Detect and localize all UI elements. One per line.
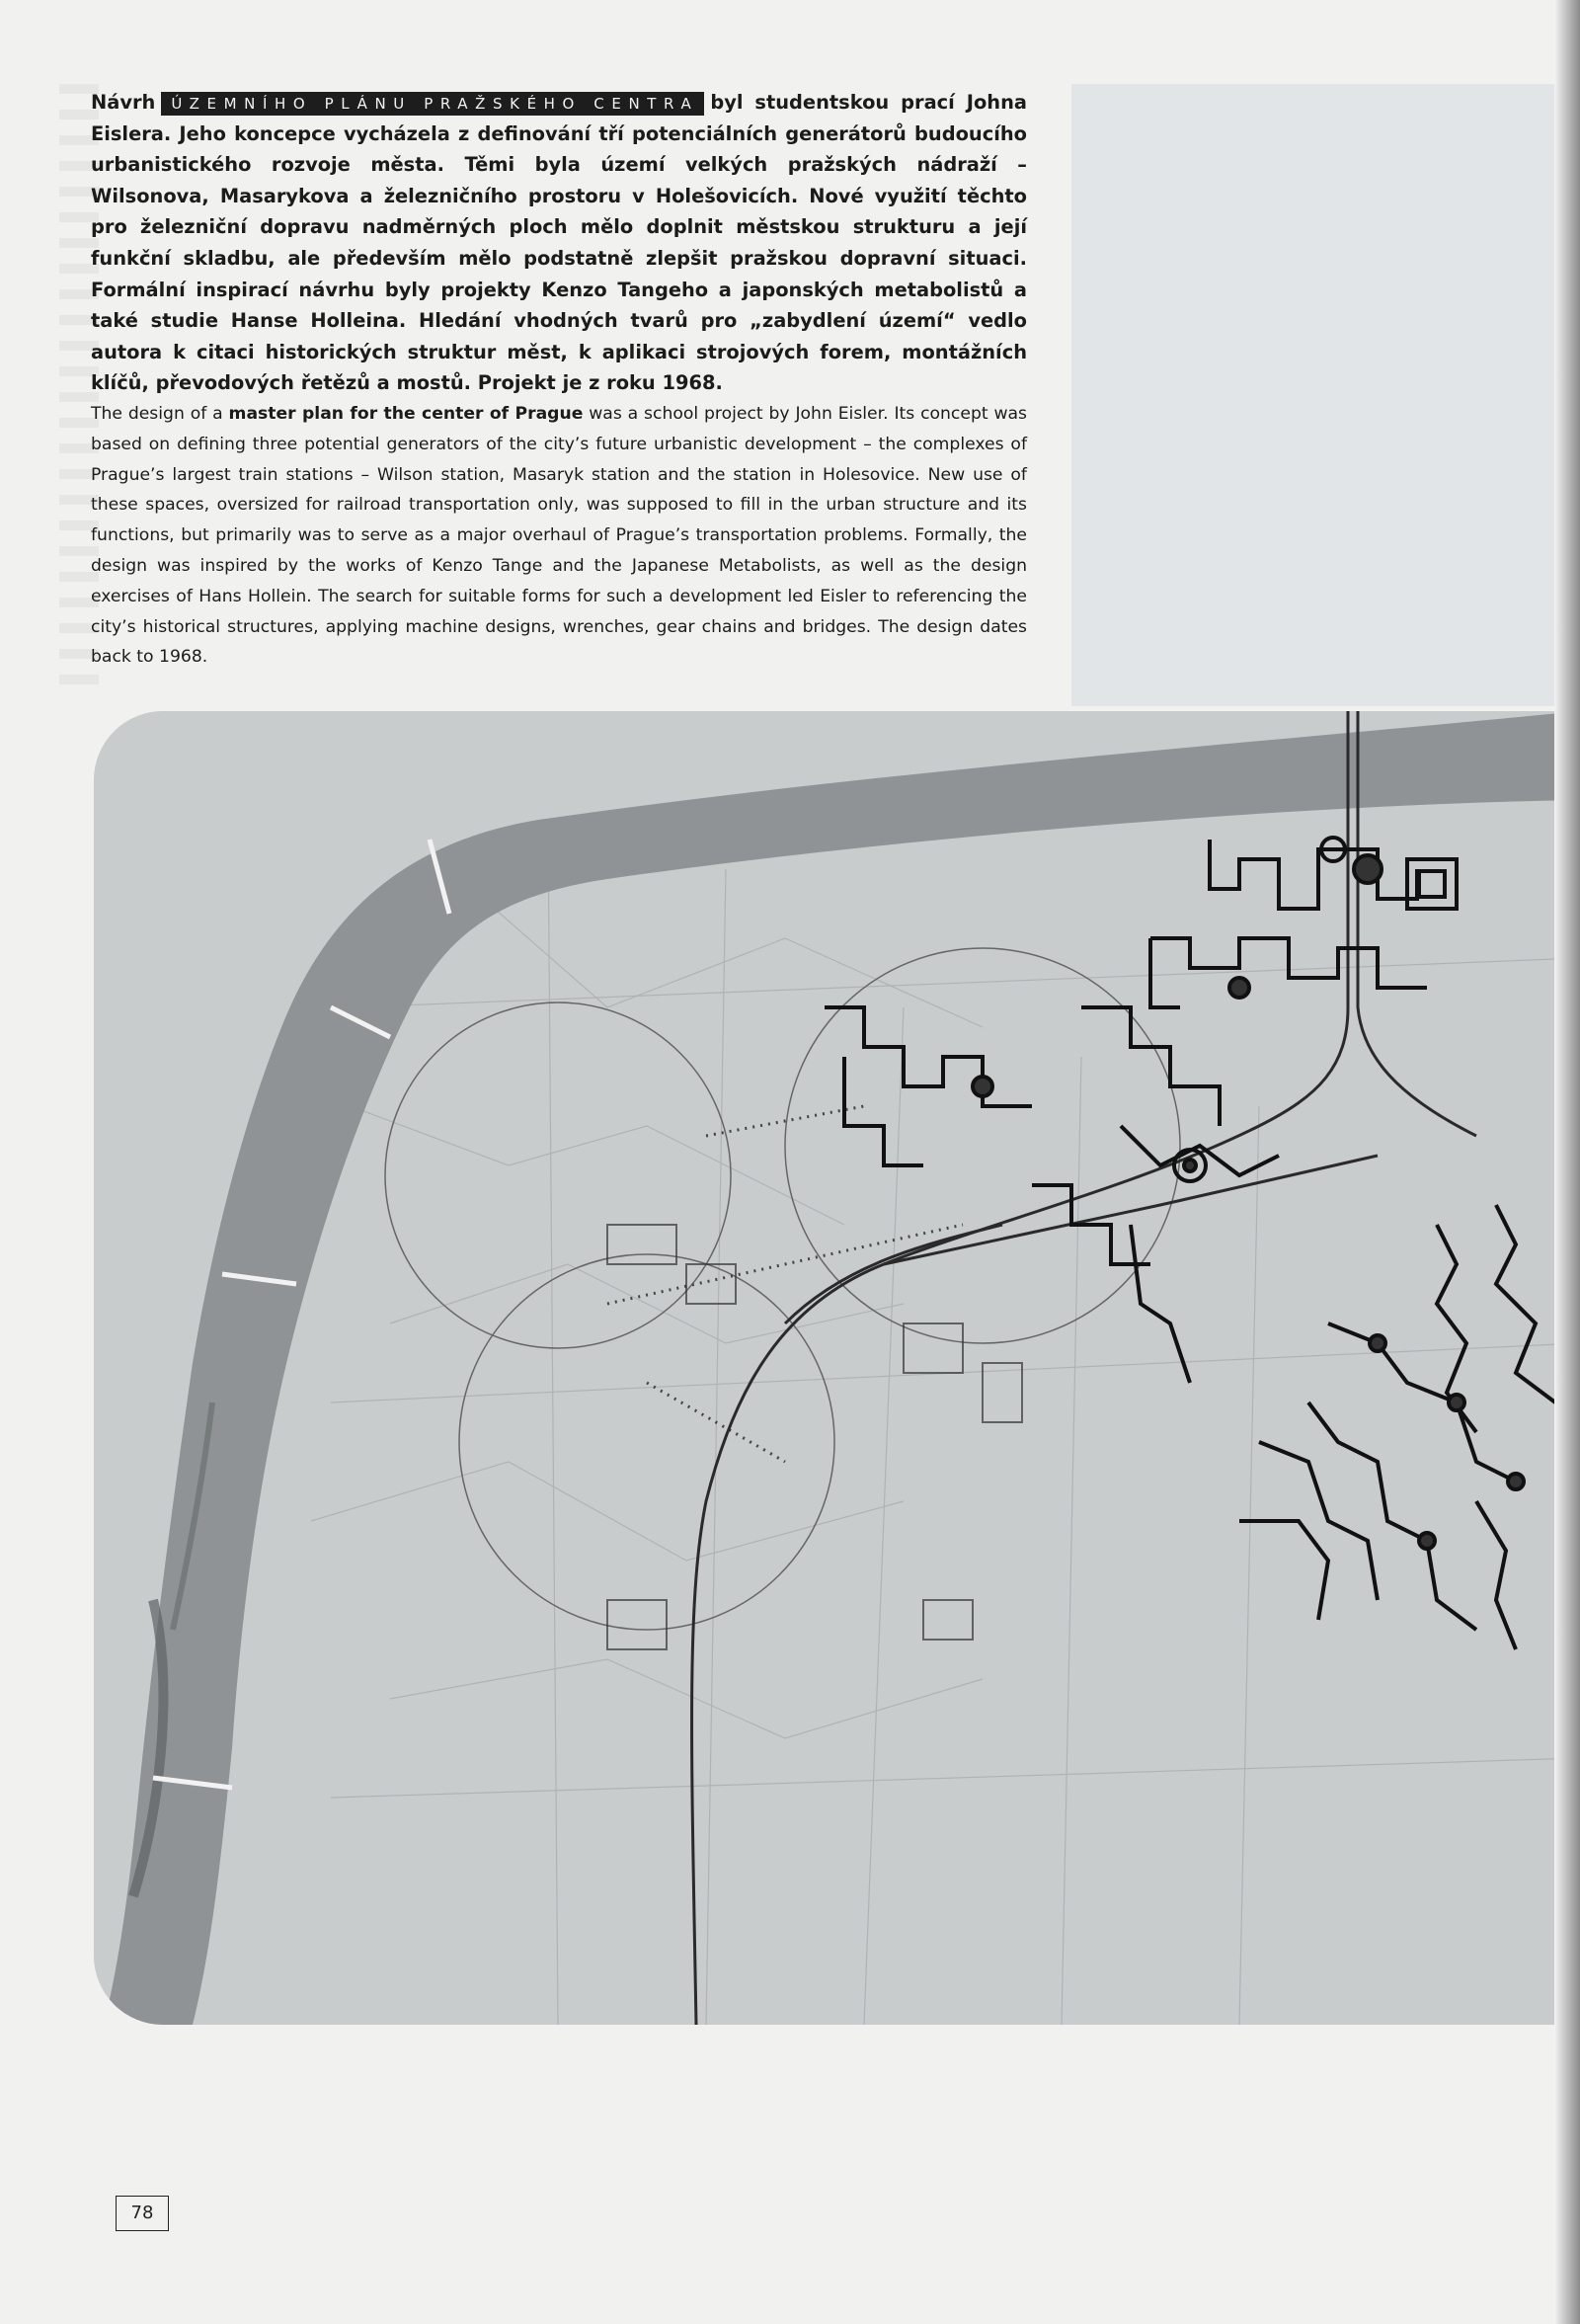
page-number: 78 — [116, 2196, 169, 2231]
master-plan-drawing — [94, 711, 1580, 2025]
english-emphasis: master plan for the center of Prague — [228, 403, 584, 424]
plan-map-svg — [94, 711, 1580, 2025]
page-binding-shadow — [1554, 0, 1580, 2324]
czech-lead: Návrh — [91, 91, 156, 114]
english-paragraph — [91, 399, 1027, 673]
czech-body: byl studentskou prací Johna Eislera. Jeho koncepce vycházela z definování tří potenciálních generátorů budoucího urbanistického rozvoje města. Těmi byla území velkých pražských nádraží – Wilsonova, Masarykova a železničního prostoru v Holešovicích. Nové využití těchto pro železniční dopravu nadměrných ploch mělo doplnit městskou strukturu a její funkční skladbu, ale především mělo podstatně zlepšit pražskou dopravní situaci. Formální inspirací návrhu byly projekty Kenzo Tangeho a japonských metabolistů a také studie Hanse Holleina. Hledání vhodných tvarů pro „zabydlení území“ vedlo autora k citaci historických struktur měst, k aplikaci strojových forem, montážních klíčů, převodových řetězů a mostů. Projekt je z roku 1968. — [91, 91, 1027, 395]
english-text-rest: was a school project by John Eisler. Its concept was based on defining three potential generators of the city’s future urbanistic development – the complexes of Prague’s largest train stations – Wilson station, Masaryk station and the station in Holesovice. New use of these spaces, oversized for railroad transportation only, was supposed to fill in the urban structure and its functions, but primarily was to serve as a major overhaul of Prague’s transportation problems. Formally, the design was inspired by the works of Kenzo Tange and the Japanese Metabolists, as well as the design exercises of Hans Hollein. The search for suitable forms for such a development led Eisler to referencing the city’s historical structures, applying machine designs, wrenches, gear chains and bridges. The design dates back to 1968. — [91, 403, 1027, 668]
english-text-start: The design of a — [91, 403, 229, 424]
czech-paragraph — [91, 87, 1027, 399]
article-text — [91, 87, 1027, 673]
title-band: ÚZEMNÍHO PLÁNU PRAŽSKÉHO CENTRA — [161, 92, 704, 116]
bleed-through-panel — [1071, 84, 1570, 706]
